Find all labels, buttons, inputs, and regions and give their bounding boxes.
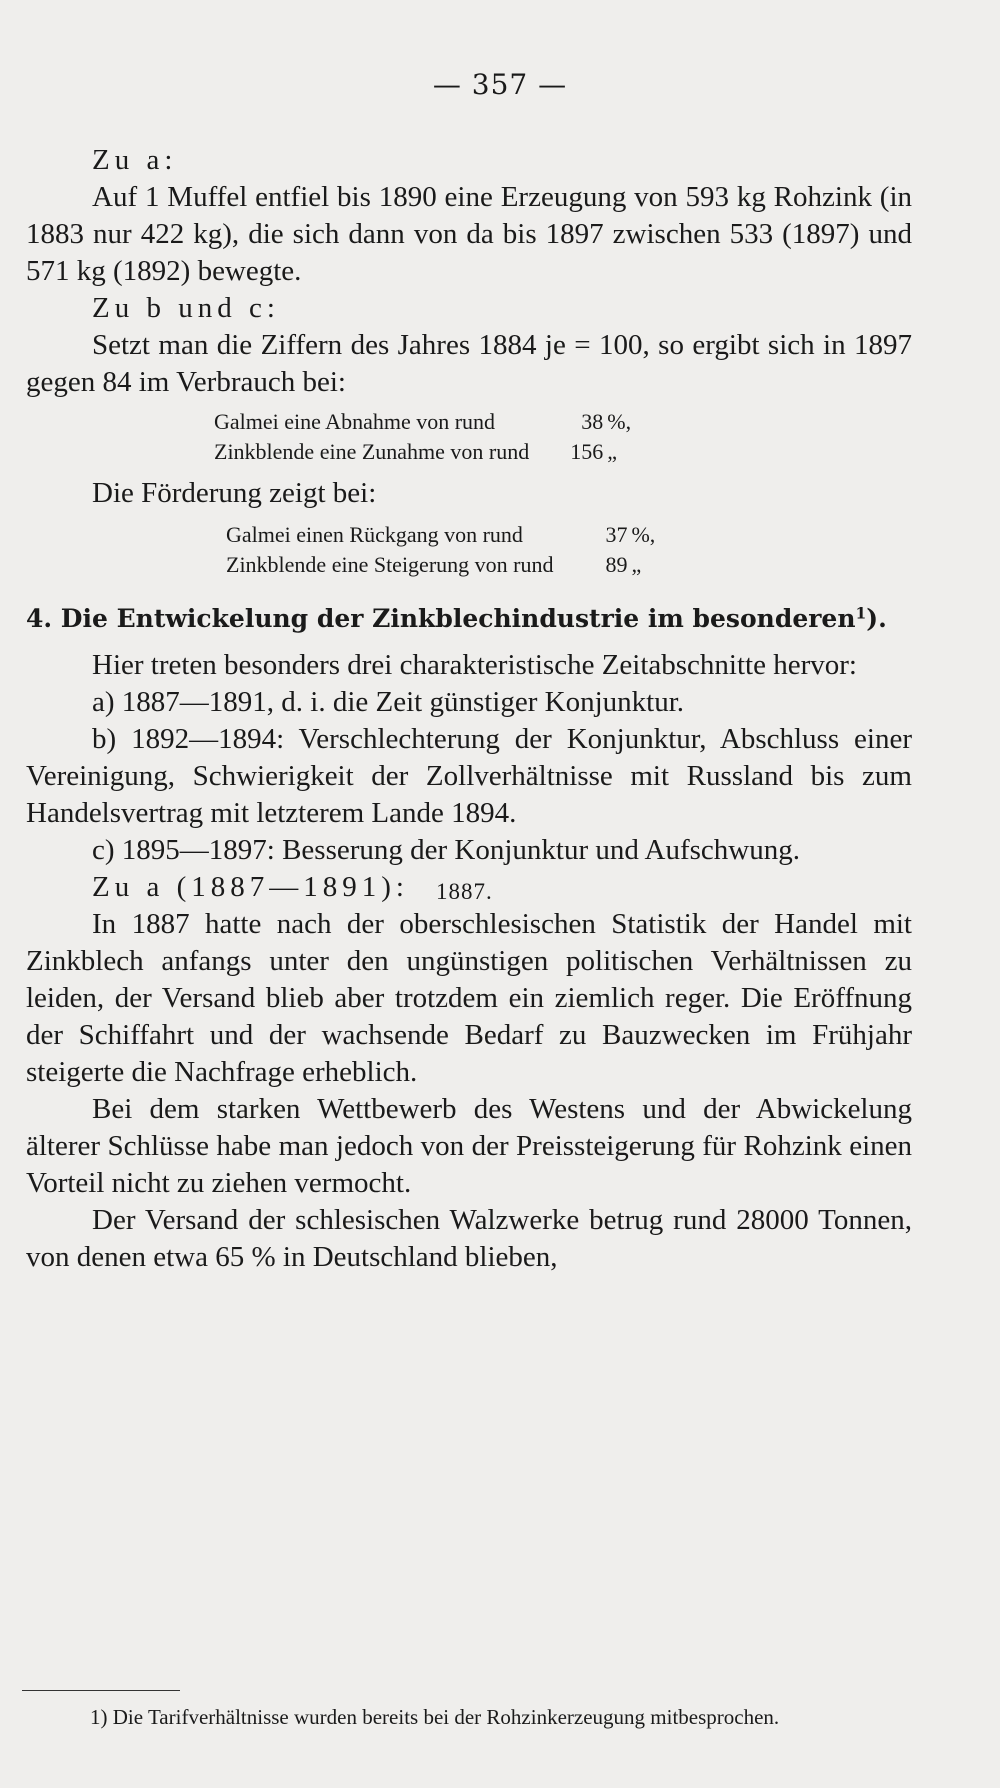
production-table [226,520,655,580]
body-text [26,142,912,1276]
subsection-heading-row [26,869,912,906]
row-unit: %, [607,409,632,434]
subsection-heading-a-period: Zu a (1887—1891): [92,871,409,903]
list-item: c) 1895—1897: Besserung der Konjunktur und Aufschwung. [92,834,800,866]
paragraph-index-1884: Setzt man die Ziffern des Jahres 1884 je = 100, so ergibt sich in 1897 gegen 84 im Verbrauch bei: [26,329,912,398]
paragraph-1887-competition: Bei dem starken Wettbewerb des Westens und der Abwickelung älterer Schlüsse habe man jedoch von der Preissteigerung für Rohzink einen Vorteil nicht zu ziehen vermocht. [26,1093,912,1199]
subsection-heading-bc: Zu b und c: [92,292,280,324]
section-heading-closing: ). [866,604,887,633]
row-label: Zinkblende eine Steigerung von rund [226,552,554,577]
row-label: Galmei einen Rückgang von rund [226,522,523,547]
row-value: 37 [605,522,628,547]
row-label: Zinkblende eine Zunahme von rund [214,439,530,464]
paragraph-muffel: Auf 1 Muffel entfiel bis 1890 eine Erzeugung von 593 kg Rohzink (in 1883 nur 422 kg), die sich dann von da bis 1897 zwischen 533 (1897) und 571 kg (1892) bewegte. [26,181,912,287]
footnote-divider [22,1690,180,1691]
paragraph-1887-trade: In 1887 hatte nach der oberschlesischen Statistik der Handel mit Zinkblech anfangs unter den ungünstigen politischen Verhältnissen zu leiden, der Versand blieb aber trotzdem ein ziemlich reger. Die Eröffnung der Schiffahrt und der wachsende Bedarf zu Bauzwecken im Frühjahr steigerte die Nachfrage erheblich. [26,908,912,1088]
table-row [214,437,631,467]
row-value: 38 [581,409,604,434]
list-item: a) 1887—1891, d. i. die Zeit günstiger Konjunktur. [92,686,685,718]
section-heading-text: 4. Die Entwickelung der Zinkblechindustrie im besonderen [26,604,856,633]
page-number: — 357 — [432,68,568,101]
paragraph-production-intro: Die Förderung zeigt bei: [92,477,377,509]
section-heading-4 [26,600,912,637]
consumption-table [214,407,631,467]
list-item: b) 1892—1894: Verschlechterung der Konjunktur, Abschluss einer Vereinigung, Schwierigkeit der Zollverhältnisse mit Russland bis zum Handelsvertrag mit letzterem Lande 1894. [26,723,912,829]
table-row [214,407,631,437]
footnote-text: Die Tarifverhältnisse wurden bereits bei der Rohzinkerzeugung mitbesprochen. [112,1705,780,1729]
paragraph-1887-shipment: Der Versand der schlesischen Walzwerke betrug rund 28000 Tonnen, von denen etwa 65 % in Deutschland blieben, [26,1204,912,1273]
row-unit: „ [607,439,618,464]
row-label: Galmei eine Abnahme von rund [214,409,496,434]
row-unit: %, [631,522,656,547]
table-row [226,550,655,580]
footnote-mark: 1) [90,1705,108,1729]
paragraph-periods-intro: Hier treten besonders drei charakteristische Zeitabschnitte hervor: [92,649,857,681]
row-unit: „ [631,552,642,577]
table-row [226,520,655,550]
subsection-heading-a: Zu a: [92,144,178,176]
row-value: 89 [605,552,628,577]
footnote [26,1702,912,1732]
footnote-reference[interactable]: 1 [855,603,867,623]
row-value: 156 [570,439,604,464]
year-heading: 1887. [436,879,493,904]
